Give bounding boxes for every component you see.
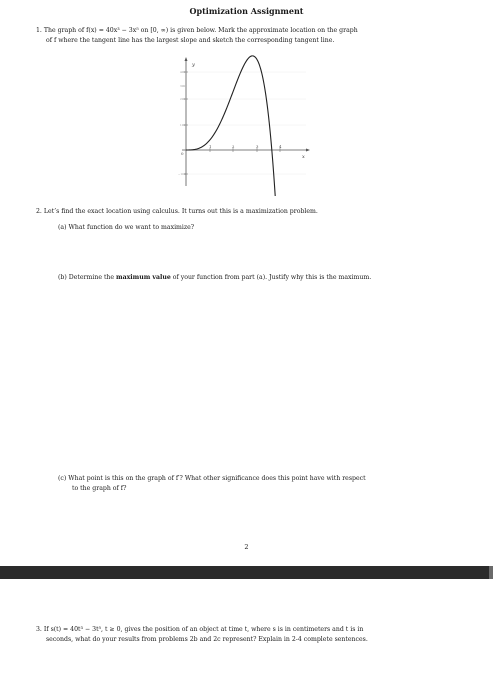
origin-label: 0	[181, 151, 184, 156]
problem-1	[36, 26, 358, 46]
x-tick-label: 1	[209, 144, 212, 149]
problem-3-text-line1: If s(t) = 40t³ − 3t⁵, t ≥ 0, gives the position of an object at time t, where s is in centimeters and t is in	[43, 626, 364, 633]
problem-1-text-line2: of f where the tangent line has the largest slope and sketch the corresponding tangent line.	[46, 37, 335, 44]
y-tick-label: −100	[178, 172, 186, 176]
problem-2c-text-line1: (c) What point is this on the graph of f′? What other significance does this point have with respect	[58, 475, 366, 482]
problem-2a-text: (a) What function do we want to maximize?	[58, 224, 195, 231]
problem-2c-text-line2: to the graph of f?	[72, 485, 127, 492]
problem-3	[36, 625, 368, 645]
document-page-next	[0, 579, 493, 700]
x-tick-label: 4	[279, 144, 282, 149]
problem-2b-text-post: of your function from part (a). Justify why this is the maximum.	[170, 274, 372, 281]
problem-3-text-line2: seconds, what do your results from problems 2b and 2c represent? Explain in 2-4 complete sentences.	[46, 636, 368, 643]
problem-2	[36, 207, 318, 217]
page-number: 2	[244, 543, 249, 551]
function-curve	[186, 56, 276, 196]
problem-1-number: 1.	[36, 27, 42, 34]
problem-2a	[58, 223, 194, 233]
problem-2-text: Let’s find the exact location using calculus. It turns out this is a maximization problem.	[43, 208, 318, 215]
problem-2b-emphasis: maximum value	[116, 274, 171, 281]
problem-2-number: 2.	[36, 208, 42, 215]
problem-2b-text-pre: (b) Determine the	[58, 274, 117, 281]
graph-grid	[186, 72, 306, 174]
x-axis-arrow-icon	[306, 149, 310, 152]
y-axis-arrow-icon	[185, 57, 188, 61]
x-axis-label: x	[302, 154, 305, 160]
function-graph	[170, 54, 320, 196]
x-tick-label: 2	[232, 144, 235, 149]
scrollbar-edge[interactable]	[489, 566, 493, 579]
y-tick-label: 300	[180, 84, 186, 88]
y-tick-label: 100	[180, 123, 186, 127]
problem-1-text-line1: The graph of f(x) = 40x³ − 3x⁵ on [0, ∞) is given below. Mark the approximate location on the graph	[43, 27, 358, 34]
assignment-title: Optimization Assignment	[189, 6, 304, 16]
problem-3-number: 3.	[36, 626, 42, 633]
problem-2c	[58, 474, 366, 494]
y-tick-label: 400	[180, 70, 186, 74]
problem-2b	[58, 273, 371, 283]
x-tick-label: 3	[256, 144, 259, 149]
y-tick-label: 200	[180, 97, 186, 101]
y-axis-label: y	[192, 62, 195, 68]
page-divider	[0, 566, 493, 579]
